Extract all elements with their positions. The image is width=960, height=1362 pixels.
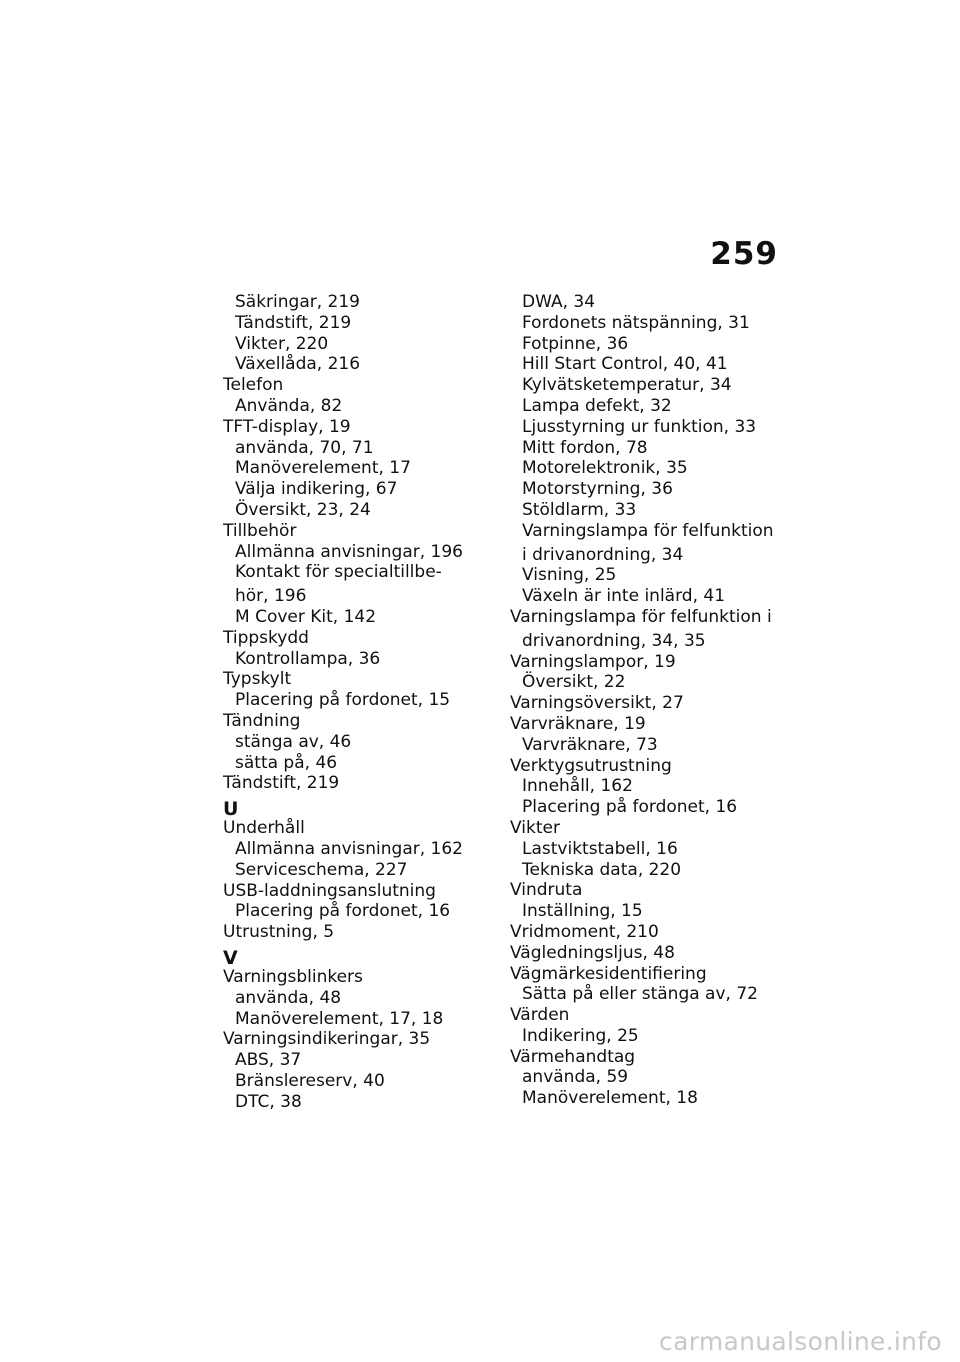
index-subentry: Motorstyrning, 36 — [522, 479, 673, 500]
index-subentry: Kylvätsketemperatur, 34 — [522, 375, 732, 396]
index-entry: Varningsindikeringar, 35 — [223, 1029, 431, 1050]
index-subentry: använda, 70, 71 — [235, 437, 374, 458]
index-entry: Typskylt — [223, 669, 292, 690]
index-subentry: använda, 59 — [522, 1067, 629, 1088]
index-subentry: Ljusstyrning ur funktion, 33 — [522, 416, 757, 437]
index-entry: TFT-display, 19 — [223, 416, 351, 437]
index-subentry: Använda, 82 — [235, 395, 343, 416]
index-subentry: Placering på fordonet, 16 — [235, 901, 451, 922]
index-subentry: Kontakt för specialtillbe- — [235, 562, 442, 583]
index-entry: Telefon — [223, 375, 284, 396]
index-entry: Verktygsutrustning — [510, 755, 672, 776]
index-entry: Utrustning, 5 — [223, 922, 335, 943]
index-entry: Varningsöversikt, 27 — [510, 693, 684, 714]
index-subentry: DTC, 38 — [235, 1091, 302, 1112]
index-subentry: Inställning, 15 — [522, 901, 643, 922]
index-entry: Underhåll — [223, 818, 305, 839]
index-subentry: Visning, 25 — [522, 565, 617, 586]
index-subentry: Översikt, 22 — [522, 672, 626, 693]
index-subentry: Vikter, 220 — [235, 333, 329, 354]
index-subentry: Allmänna anvisningar, 162 — [235, 838, 463, 859]
index-entry: Vägmärkesidentifiering — [510, 963, 707, 984]
index-subentry: Innehåll, 162 — [522, 776, 633, 797]
index-column-left — [223, 292, 493, 1112]
index-subentry: Indikering, 25 — [522, 1025, 639, 1046]
index-section-letter: V — [223, 946, 238, 969]
index-subentry: stänga av, 46 — [235, 731, 352, 752]
index-entry-continuation: hör, 196 — [235, 586, 307, 607]
index-entry: Varningslampa för felfunktion i — [510, 606, 772, 627]
index-entry: Värden — [510, 1005, 570, 1026]
index-subentry: Välja indikering, 67 — [235, 479, 398, 500]
index-entry: Varvräknare, 19 — [510, 713, 646, 734]
index-subentry: Allmänna anvisningar, 196 — [235, 541, 463, 562]
index-entry: USB-laddningsanslutning — [223, 880, 436, 901]
index-subentry: Tekniska data, 220 — [522, 859, 682, 880]
index-subentry: Varningslampa för felfunktion — [522, 520, 774, 541]
index-subentry: Tändstift, 219 — [235, 312, 352, 333]
index-subentry: Sätta på eller stänga av, 72 — [522, 984, 758, 1005]
index-entry: Vridmoment, 210 — [510, 921, 659, 942]
index-subentry: Manöverelement, 17, 18 — [235, 1008, 444, 1029]
index-entry: Vindruta — [510, 880, 583, 901]
page-number: 259 — [710, 236, 778, 272]
index-subentry: Bränslereserv, 40 — [235, 1070, 385, 1091]
index-subentry: Lastviktstabell, 16 — [522, 838, 678, 859]
index-subentry: DWA, 34 — [522, 292, 596, 312]
index-subentry: M Cover Kit, 142 — [235, 606, 377, 627]
index-entry: Varningsblinkers — [223, 966, 363, 987]
index-subentry: Serviceschema, 227 — [235, 859, 408, 880]
index-subentry: Hill Start Control, 40, 41 — [522, 354, 728, 375]
index-subentry: Mitt fordon, 78 — [522, 437, 648, 458]
index-entry: Tippskydd — [223, 627, 309, 648]
index-entry-continuation: drivanordning, 34, 35 — [522, 630, 706, 651]
watermark: carmanualsonline.info — [659, 1327, 942, 1356]
index-subentry: Placering på fordonet, 16 — [522, 797, 738, 818]
index-subentry: använda, 48 — [235, 987, 342, 1008]
index-subentry: Översikt, 23, 24 — [235, 499, 371, 520]
index-entry: Värmehandtag — [510, 1046, 636, 1067]
index-subentry: Stöldlarm, 33 — [522, 499, 637, 520]
index-subentry: Växellåda, 216 — [235, 354, 361, 375]
index-subentry: Säkringar, 219 — [235, 292, 360, 312]
index-subentry: sätta på, 46 — [235, 752, 338, 773]
index-subentry: Motorelektronik, 35 — [522, 458, 688, 479]
index-entry: Tändning — [223, 710, 301, 731]
index-subentry: Varvräknare, 73 — [522, 734, 658, 755]
index-entry: Tändstift, 219 — [223, 773, 340, 794]
index-entry: Vägledningsljus, 48 — [510, 942, 675, 963]
index-subentry: Manöverelement, 18 — [522, 1088, 698, 1109]
index-subentry: Fotpinne, 36 — [522, 333, 629, 354]
index-subentry: ABS, 37 — [235, 1050, 302, 1071]
index-entry: Varningslampor, 19 — [510, 651, 676, 672]
index-entry: Vikter — [510, 817, 560, 838]
index-entry-continuation: i drivanordning, 34 — [522, 544, 684, 565]
index-subentry: Lampa defekt, 32 — [522, 395, 672, 416]
index-subentry: Manöverelement, 17 — [235, 458, 411, 479]
index-subentry: Kontrollampa, 36 — [235, 648, 381, 669]
index-entry: Tillbehör — [223, 520, 297, 541]
index-subentry: Växeln är inte inlärd, 41 — [522, 586, 726, 607]
index-subentry: Placering på fordonet, 15 — [235, 690, 451, 711]
index-column-right — [510, 292, 780, 1109]
index-section-letter: U — [223, 798, 239, 821]
index-subentry: Fordonets nätspänning, 31 — [522, 312, 750, 333]
